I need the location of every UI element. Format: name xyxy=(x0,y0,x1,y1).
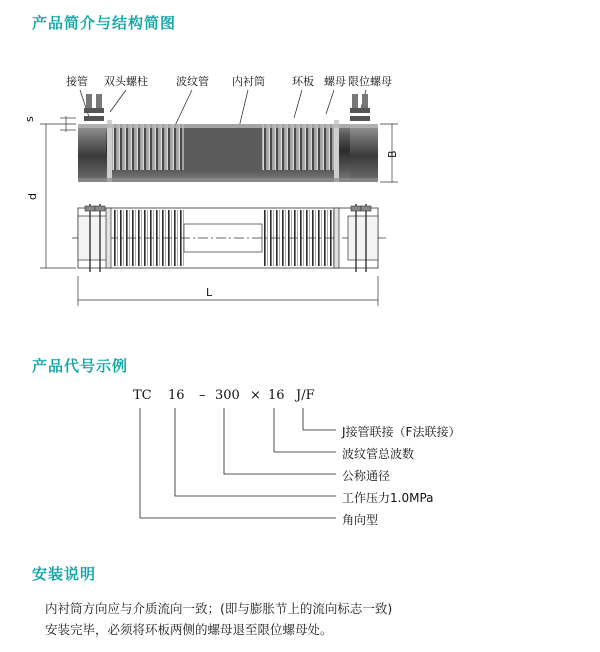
install-note-line: 安装完毕，必须将环板两侧的螺母退至限位螺母处。 xyxy=(45,622,333,637)
callout-label-6: 限位螺母 xyxy=(348,75,392,88)
callout-label-5: 螺母 xyxy=(324,75,346,88)
code-token-5: 16 xyxy=(268,388,285,403)
product-code-example xyxy=(0,378,600,543)
code-token-4: × xyxy=(250,388,261,403)
code-token-0: TC xyxy=(133,388,152,403)
code-desc-1: 波纹管总波数 xyxy=(342,447,415,461)
code-token-2: – xyxy=(199,388,206,403)
code-desc-2: 公称通径 xyxy=(342,469,391,483)
page-title-install: 安装说明 xyxy=(32,565,97,583)
callout-label-2: 波纹管 xyxy=(176,75,209,88)
install-notes xyxy=(45,598,565,640)
callout-label-4: 环板 xyxy=(292,75,314,88)
dimension-label-s: s xyxy=(23,116,36,122)
dimension-label-L: L xyxy=(206,286,213,299)
code-desc-3: 工作压力1.0MPa xyxy=(342,491,434,505)
structure-diagram-svg xyxy=(0,58,600,338)
callout-label-3: 内衬筒 xyxy=(232,75,265,88)
code-token-3: 300 xyxy=(215,388,240,403)
code-desc-4: 角向型 xyxy=(342,513,379,527)
dimension-label-B: B xyxy=(386,150,399,158)
callout-label-1: 双头螺柱 xyxy=(104,75,148,88)
code-desc-0: J接管联接（F法联接） xyxy=(342,425,461,439)
code-leader-lines xyxy=(0,378,600,543)
page-title-code: 产品代号示例 xyxy=(32,357,129,375)
dimension-label-d: d xyxy=(26,193,39,200)
code-token-1: 16 xyxy=(168,388,185,403)
page-title-intro: 产品简介与结构简图 xyxy=(32,14,177,32)
top-view xyxy=(78,94,378,182)
callout-label-0: 接管 xyxy=(66,75,88,88)
tie-rods-top xyxy=(84,94,370,121)
code-token-6: J/F xyxy=(296,388,315,403)
install-note-line: 内衬筒方向应与介质流向一致；(即与膨胀节上的流向标志一致) xyxy=(45,601,393,616)
structure-diagram xyxy=(0,58,600,338)
bottom-section-view xyxy=(72,204,386,272)
